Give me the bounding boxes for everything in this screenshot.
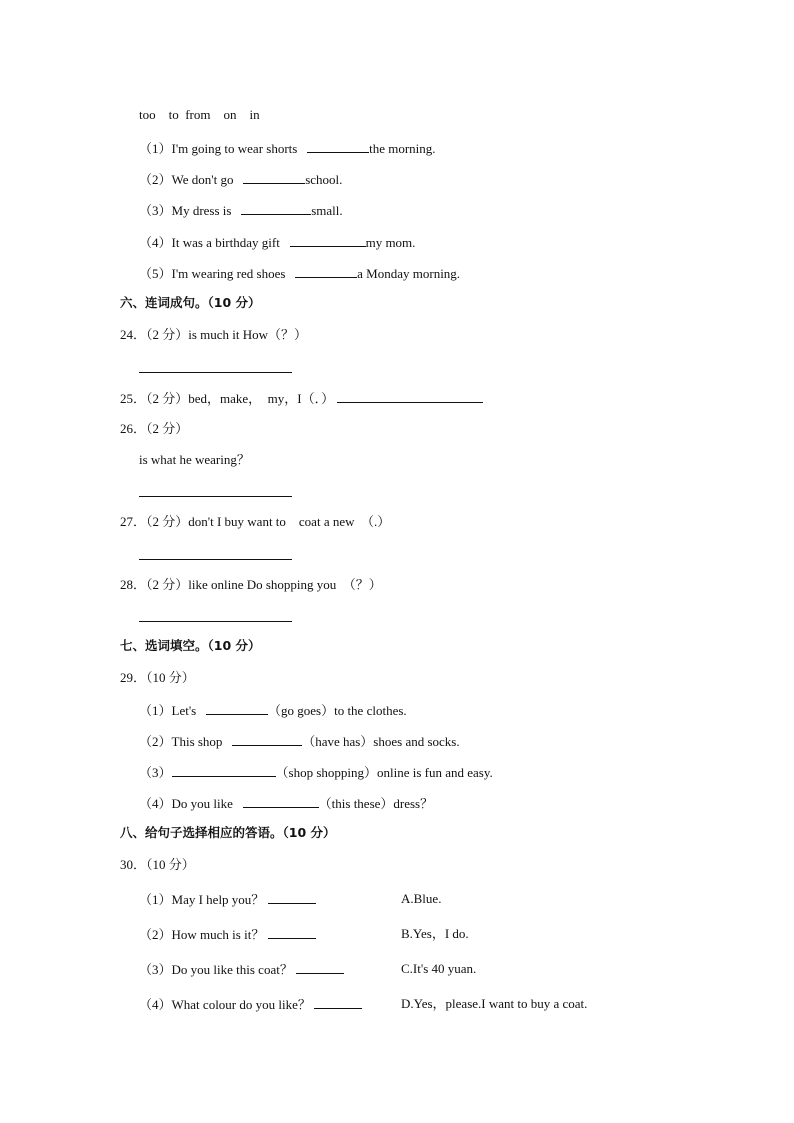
item-text: （go goes）to the clothes. bbox=[268, 703, 407, 718]
item-text: It was a birthday gift bbox=[171, 235, 290, 250]
s7-item-2 bbox=[139, 733, 460, 750]
item-text: I'm wearing red shoes bbox=[171, 266, 296, 281]
question-30: 30．（10 分） bbox=[120, 857, 195, 872]
answer-blank[interactable] bbox=[206, 702, 268, 715]
answer-blank-25[interactable] bbox=[337, 390, 483, 403]
item-text: My dress is bbox=[171, 203, 242, 218]
answer-blank[interactable] bbox=[268, 891, 316, 904]
s8-answer-b: B.Yes，I do. bbox=[401, 926, 469, 941]
item-text: Do you like bbox=[171, 796, 243, 811]
question-27: 27．（2 分）don't I buy want to coat a new （.） bbox=[120, 514, 391, 529]
answer-blank[interactable] bbox=[296, 961, 344, 974]
answer-blank[interactable] bbox=[307, 140, 369, 153]
item-text: a Monday morning. bbox=[357, 266, 461, 281]
item-number: （1） bbox=[139, 141, 172, 156]
item-text: my mom. bbox=[365, 235, 416, 250]
item-number: （3） bbox=[139, 203, 172, 218]
item-number: （4） bbox=[139, 997, 172, 1012]
section6-title: 六、连词成句。（10 分） bbox=[120, 295, 261, 310]
item-text: Do you like this coat？ bbox=[171, 962, 293, 977]
item-text: small. bbox=[311, 203, 343, 218]
answer-blank[interactable] bbox=[295, 265, 357, 278]
item-text: This shop bbox=[171, 734, 233, 749]
s8-item-3 bbox=[139, 961, 344, 978]
item-text: What colour do you like？ bbox=[171, 997, 311, 1012]
s7-item-1 bbox=[139, 702, 407, 719]
answer-blank[interactable] bbox=[290, 234, 366, 247]
answer-blank[interactable] bbox=[243, 795, 319, 808]
s8-item-1 bbox=[139, 891, 316, 908]
item-number: （4） bbox=[139, 235, 172, 250]
answer-blank[interactable] bbox=[314, 996, 362, 1009]
item-number: （2） bbox=[139, 734, 172, 749]
question-24: 24．（2 分）is much it How（？） bbox=[120, 327, 308, 342]
item-number: （3） bbox=[139, 962, 172, 977]
answer-blank[interactable] bbox=[232, 733, 302, 746]
item-text: May I help you？ bbox=[171, 892, 265, 907]
item-text: the morning. bbox=[369, 141, 436, 156]
item-text: （shop shopping）online is fun and easy. bbox=[275, 765, 493, 780]
answer-line-26[interactable] bbox=[139, 496, 292, 497]
question-26: 26．（2 分） bbox=[120, 421, 189, 436]
s8-item-2 bbox=[139, 926, 316, 943]
answer-line-27[interactable] bbox=[139, 559, 292, 560]
item-number: （4） bbox=[139, 796, 172, 811]
s7-item-3 bbox=[139, 764, 493, 781]
item-number: （2） bbox=[139, 927, 172, 942]
question-28: 28．（2 分）like online Do shopping you （？） bbox=[120, 577, 382, 592]
answer-line-24[interactable] bbox=[139, 372, 292, 373]
item-number: （1） bbox=[139, 703, 172, 718]
word-bank: too to from on in bbox=[139, 107, 260, 122]
item-text: How much is it？ bbox=[171, 927, 265, 942]
s8-item-4 bbox=[139, 996, 362, 1013]
item-text: Let's bbox=[171, 703, 206, 718]
answer-blank[interactable] bbox=[172, 764, 276, 777]
section8-title: 八、给句子选择相应的答语。（10 分） bbox=[120, 825, 336, 840]
question-29: 29．（10 分） bbox=[120, 670, 195, 685]
s5-item-4 bbox=[139, 234, 415, 251]
s8-answer-d: D.Yes，please.I want to buy a coat. bbox=[401, 996, 588, 1011]
s5-item-3 bbox=[139, 202, 343, 219]
question-26-sub: is what he wearing？ bbox=[139, 452, 250, 467]
answer-blank[interactable] bbox=[268, 926, 316, 939]
section7-title: 七、选词填空。（10 分） bbox=[120, 638, 261, 653]
answer-line-28[interactable] bbox=[139, 621, 292, 622]
answer-blank[interactable] bbox=[241, 202, 311, 215]
item-number: （2） bbox=[139, 172, 172, 187]
item-number: （5） bbox=[139, 266, 172, 281]
s8-answer-c: C.It's 40 yuan. bbox=[401, 961, 477, 976]
item-text: （this these）dress？ bbox=[318, 796, 434, 811]
item-number: （1） bbox=[139, 892, 172, 907]
s5-item-2 bbox=[139, 171, 342, 188]
s8-answer-a: A.Blue. bbox=[401, 891, 442, 906]
s7-item-4 bbox=[139, 795, 433, 812]
item-number: （3） bbox=[139, 765, 172, 780]
item-text: school. bbox=[305, 172, 343, 187]
item-text: We don't go bbox=[171, 172, 244, 187]
answer-blank[interactable] bbox=[243, 171, 305, 184]
item-text: （have has）shoes and socks. bbox=[302, 734, 460, 749]
s5-item-5 bbox=[139, 265, 460, 282]
s5-item-1 bbox=[139, 140, 436, 157]
item-text: I'm going to wear shorts bbox=[171, 141, 308, 156]
question-25 bbox=[120, 390, 483, 407]
question-25-text: 25．（2 分）bed，make， my，I（．） bbox=[120, 391, 335, 406]
